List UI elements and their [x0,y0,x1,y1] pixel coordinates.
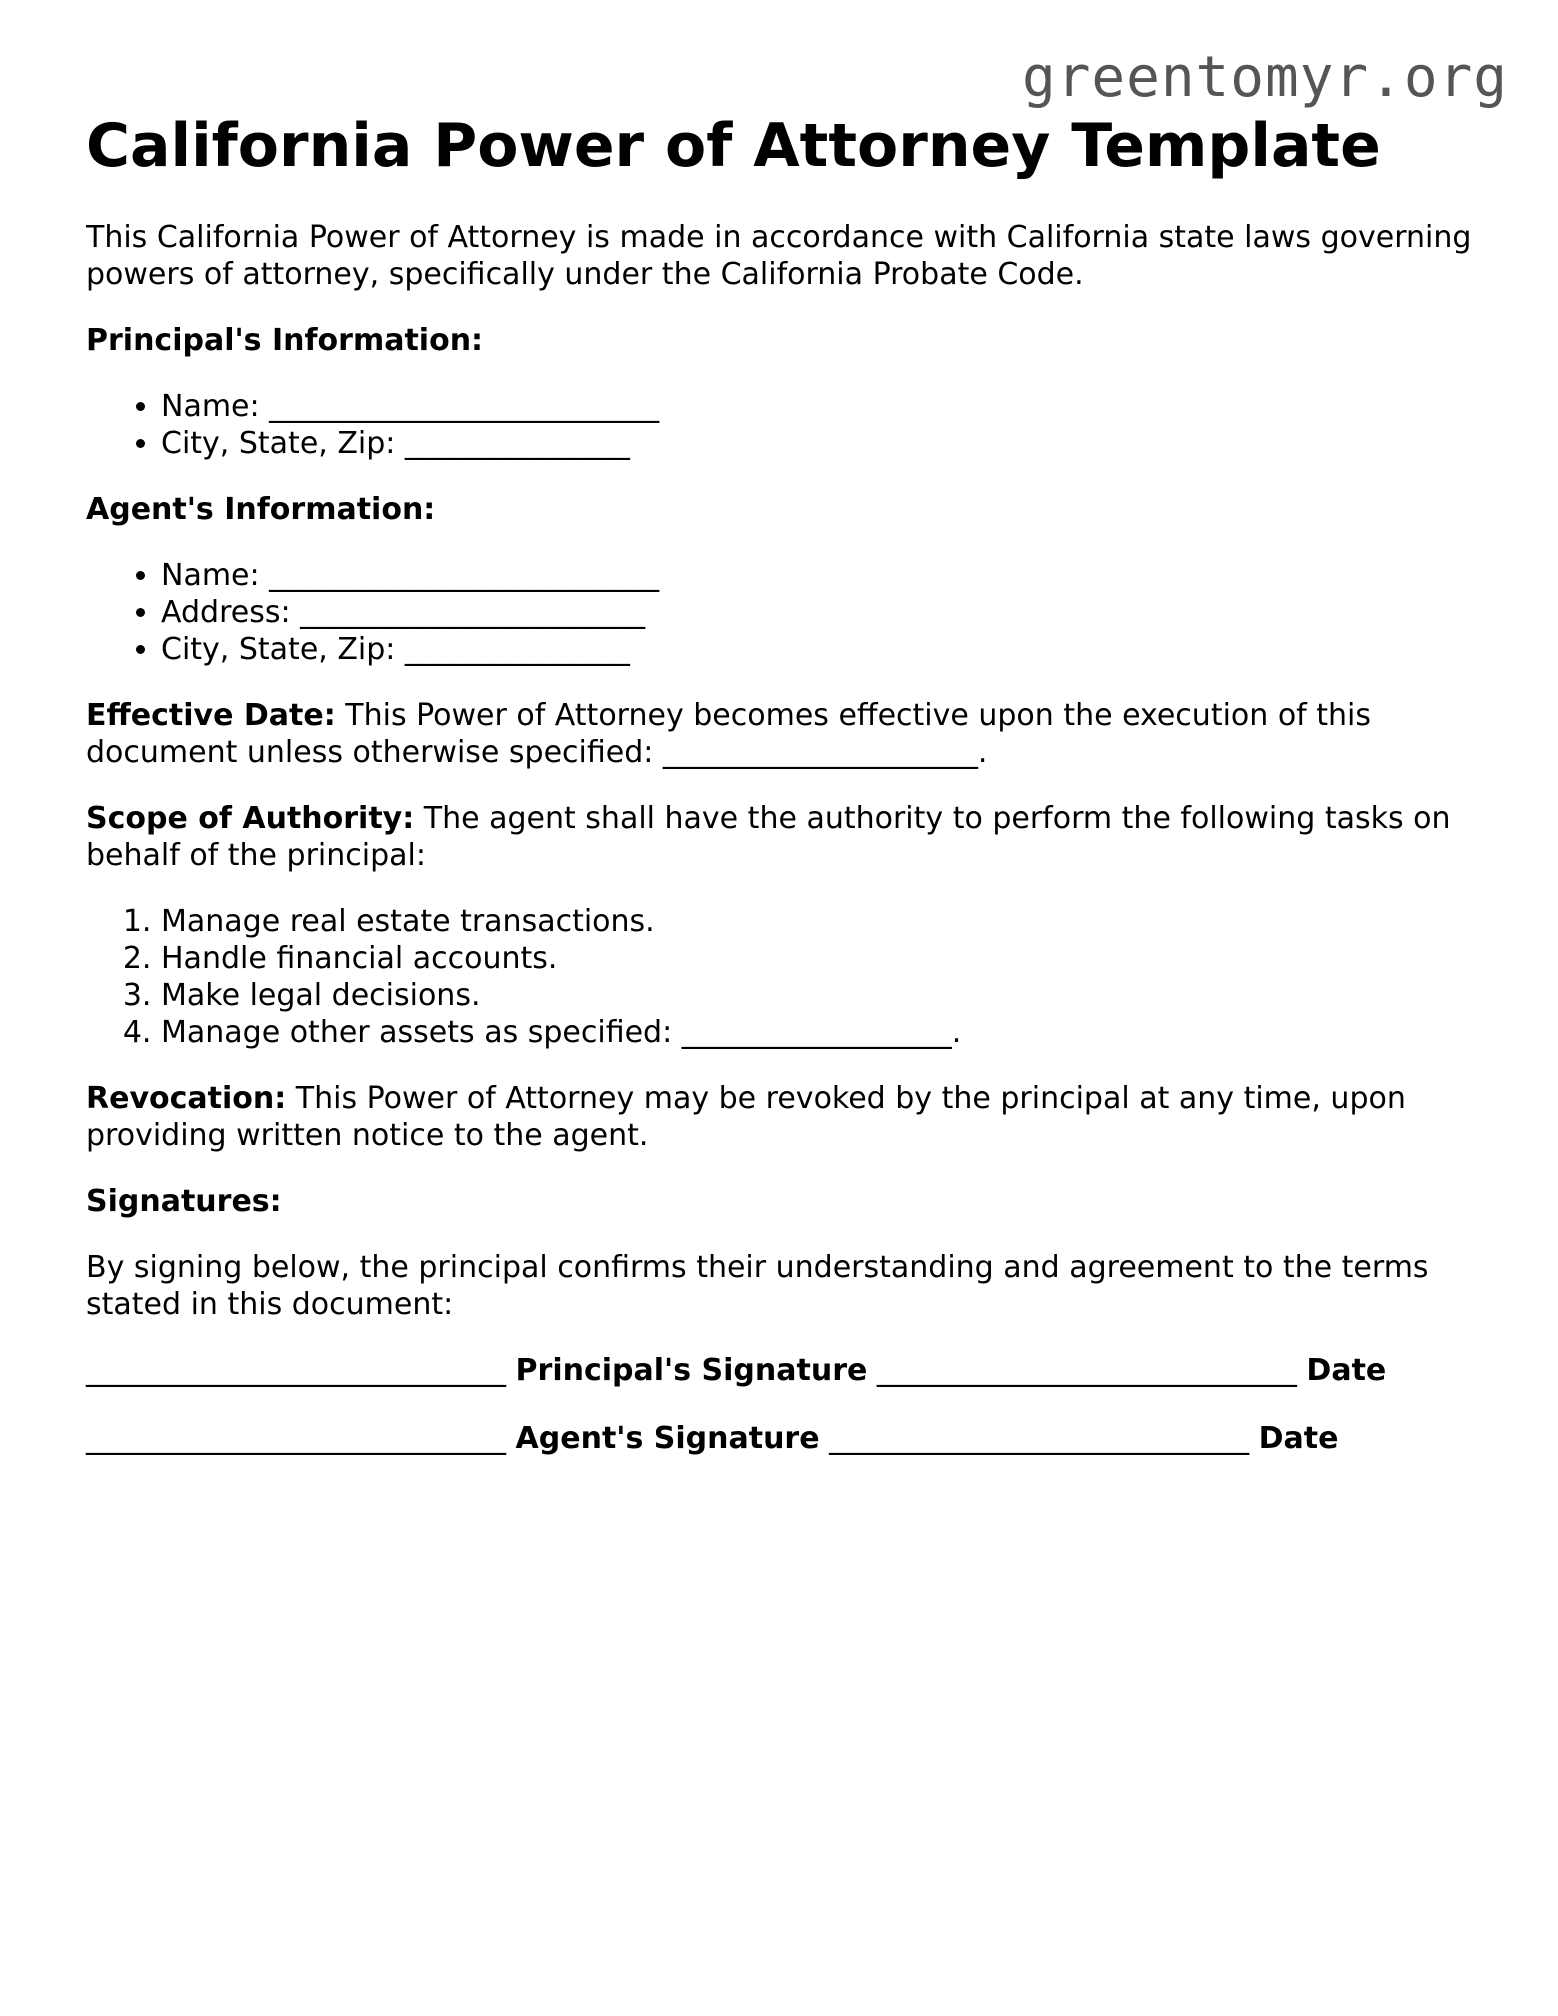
principal-date-label: Date [1306,1353,1387,1388]
agent-address-field: • Address: _______________________ [161,594,1486,631]
agent-info-heading: Agent's Information: [86,492,436,527]
document-title: California Power of Attorney Template [86,111,1381,181]
agent-signature-label: Agent's Signature [515,1421,820,1456]
scope-task-item: 4. Manage other assets as specified: __________________. [161,1014,1486,1051]
signatures-heading: Signatures: [86,1184,282,1219]
scope-task-item: 3. Make legal decisions. [161,977,1486,1014]
principal-signature-line [86,1352,1486,1389]
agent-city-state-zip-field: • City, State, Zip: _______________ [161,631,1486,668]
watermark: greentomyr.org [1021,45,1508,110]
effective-date-paragraph [86,697,1486,771]
scope-label: Scope of Authority: [86,801,415,836]
agent-info-list [86,557,1486,668]
principal-name-field: • Name: __________________________ [161,388,1486,425]
scope-task-item: 1. Manage real estate transactions. [161,903,1486,940]
scope-task-item: 2. Handle financial accounts. [161,940,1486,977]
document-page [86,112,1486,1488]
principal-city-state-zip-field: • City, State, Zip: _______________ [161,425,1486,462]
revocation-label: Revocation: [86,1081,287,1116]
principal-info-list [86,388,1486,462]
principal-date-blank: ____________________________ [867,1353,1307,1388]
effective-date-text: This Power of Attorney becomes effective upon the execution of this document unless otherwise specified: _____________________. [86,698,1372,770]
agent-date-label: Date [1258,1421,1339,1456]
principal-signature-blank: ____________________________ [86,1353,516,1388]
agent-signature-line [86,1420,1486,1457]
agent-signature-blank: ____________________________ [86,1421,516,1456]
agent-date-blank: ____________________________ [819,1421,1259,1456]
revocation-paragraph [86,1080,1486,1154]
scope-task-list [86,903,1486,1051]
scope-text: The agent shall have the authority to perform the following tasks on behalf of the principal: [86,801,1451,873]
principal-signature-label: Principal's Signature [515,1353,868,1388]
principal-info-heading: Principal's Information: [86,323,484,358]
scope-paragraph [86,800,1486,874]
intro-paragraph: This California Power of Attorney is made in accordance with California state laws governing powers of attorney, specifically under the California Probate Code. [86,220,1472,292]
revocation-text: This Power of Attorney may be revoked by the principal at any time, upon providing written notice to the agent. [86,1081,1406,1153]
agent-name-field: • Name: __________________________ [161,557,1486,594]
signatures-paragraph: By signing below, the principal confirms their understanding and agreement to the terms stated in this document: [86,1250,1429,1322]
effective-date-label: Effective Date: [86,698,336,733]
